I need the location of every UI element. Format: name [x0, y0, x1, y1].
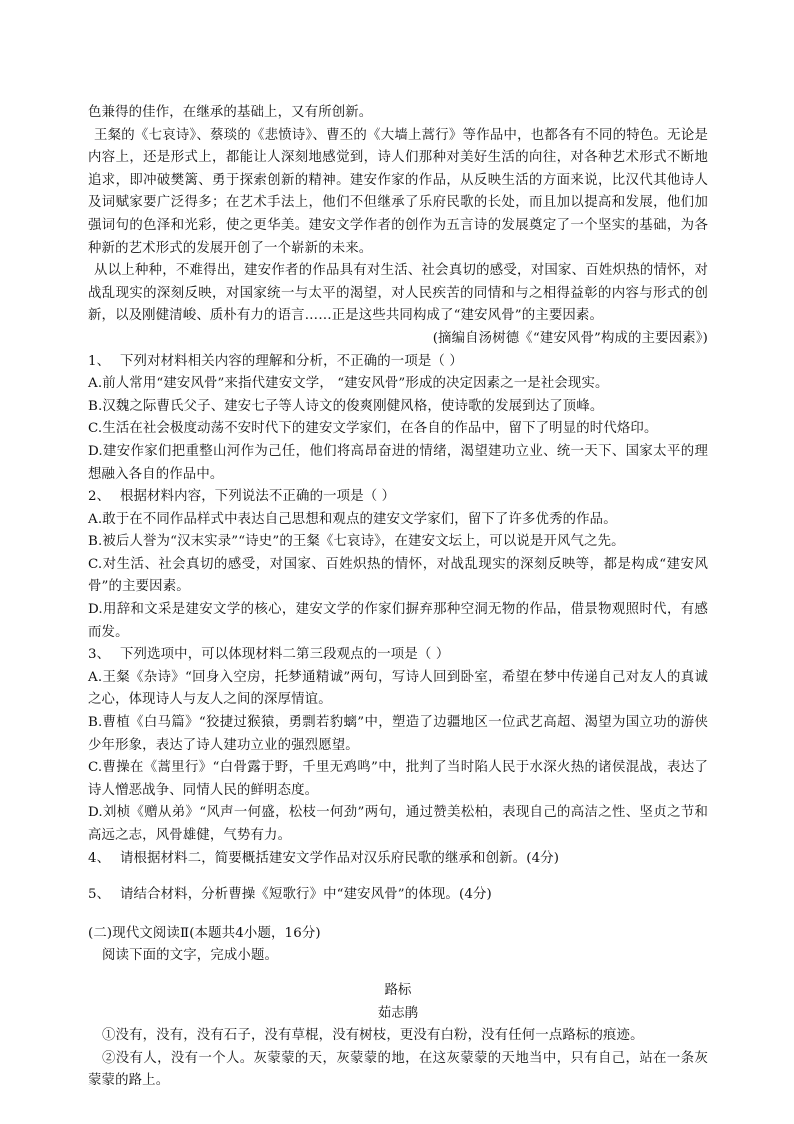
option-d: D.用辞和文采是建安文学的核心，建安文学的作家们摒弃那种空洞无物的作品，借景物观照时代，有感而发。	[88, 602, 708, 640]
option-b: B.汉魏之际曹氏父子、建安七子等人诗文的俊爽刚健风格，使诗歌的发展到达了顶峰。	[88, 398, 604, 414]
option-c: C.生活在社会极度动荡不安时代下的建安文学家们，在各自的作品中，留下了明显的时代烙印。	[88, 421, 658, 437]
article-paragraph-2: ②没有人，没有一个人。灰蒙蒙的天，灰蒙蒙的地，在这灰蒙蒙的天地当中，只有自己，站在一条灰蒙蒙的路上。	[88, 1050, 708, 1089]
article-paragraph-1: ①没有，没有，没有石子，没有草棍，没有树枝，更没有白粉，没有任何一点路标的痕迹。	[102, 1028, 644, 1044]
article-title: 路标	[384, 982, 412, 998]
question-stem	[88, 486, 708, 509]
question-number: 1、	[88, 353, 111, 369]
question-5	[88, 884, 708, 907]
option-c: C.对生活、社会真切的感受，对国家、百姓炽热的情怀，对战乱现实的深刻反映等，都是构成“建安风骨”的主要因素。	[88, 556, 708, 595]
question-number: 2、	[88, 489, 111, 505]
spacer	[88, 968, 708, 980]
option-a: A.王粲《杂诗》“回身入空房，托梦通精诚”两句，写诗人回到卧室，希望在梦中传递自己对友人的真诚之心，体现诗人与友人之间的深厚情谊。	[88, 669, 708, 708]
option-b: B.被后人誉为“汉末实录”“诗史”的王粲《七哀诗》，在建安文坛上，可以说是开风气之先。	[88, 534, 625, 550]
question-text: 下列选项中，可以体现材料二第三段观点的一项是（ ）	[120, 647, 450, 663]
question-3	[88, 644, 708, 847]
question-2	[88, 486, 708, 644]
option-b: B.曹植《白马篇》“狡捷过猴猿，勇剽若豹螭”中，塑造了边疆地区一位武艺高超、渴望为国立功的游侠少年形象，表达了诗人建功立业的强烈愿望。	[88, 715, 708, 753]
article-author: 茹志鹃	[377, 1005, 419, 1021]
question-stem	[88, 351, 708, 374]
section-heading: (二)现代文阅读Ⅱ(本题共4小题，16分)	[88, 925, 321, 941]
question-4	[88, 848, 708, 871]
option-d: D.建安作家们把重整山河作为己任，他们将高昂奋进的情绪，渴望建功立业、统一天下、国家太平的理想融入各自的作品中。	[88, 443, 708, 482]
material-paragraph-1: 王粲的《七哀诗》、蔡琰的《悲愤诗》、曹丕的《大墙上蒿行》等作品中，也都各有不同的特色。无论是内容上，还是形式上，都能让人深刻地感觉到，诗人们那种对美好生活的向往，对各种艺术形式不断地追求，即冲破樊篱、勇于探索创新的精神。建安作家的作品，从反映生活的方面来说，比汉代其他诗人及词赋家要广泛得多；在艺术手法上，他们不但继承了乐府民歌的长处，而且加以提高和发展，他们加强词句的色泽和光彩，使之更华美。建安文学作者的创作为五言诗的发展奠定了一个坚实的基础，为各种新的艺术形式的发展开创了一个崭新的未来。	[88, 127, 708, 256]
question-stem	[88, 644, 708, 667]
question-stem	[88, 884, 708, 907]
material-paragraph-2: 从以上种种，不难得出，建安作者的作品具有对生活、社会真切的感受，对国家、百姓炽热的情怀，对战乱现实的深刻反映，对国家统一与太平的渴望，对人民疾苦的同情和与之相得益彰的内容与形式的创新，以及刚健清峻、质朴有力的语言……正是这些共同构成了“建安风骨”的主要因素。	[88, 263, 708, 324]
question-number: 4、	[88, 850, 111, 866]
option-a: A.敢于在不同作品样式中表达自己思想和观点的建安文学家们，留下了许多优秀的作品。	[88, 511, 617, 527]
option-d: D.刘桢《赠从弟》“风声一何盛，松枝一何劲”两句，通过赞美松柏，表现自己的高洁之性、坚贞之节和高远之志，风骨雄健，气势有力。	[88, 805, 708, 843]
question-text: 请根据材料二，简要概括建安文学作品对汉乐府民歌的继承和创新。(4分)	[120, 850, 560, 866]
question-text: 下列对材料相关内容的理解和分析，不正确的一项是（ ）	[120, 353, 463, 369]
question-number: 3、	[88, 647, 111, 663]
answer-space	[88, 907, 708, 923]
question-1	[88, 351, 708, 487]
question-number: 5、	[88, 887, 111, 903]
question-text: 根据材料内容，下列说法不正确的一项是（ ）	[120, 489, 396, 505]
document-page	[88, 102, 708, 1093]
question-stem	[88, 848, 708, 871]
section-reading-2	[88, 923, 708, 1093]
question-text: 请结合材料，分析曹操《短歌行》中“建安风骨”的体现。(4分)	[120, 887, 492, 903]
answer-space	[88, 870, 708, 884]
option-a: A.前人常用“建安风骨”来指代建安文学， “建安风骨”形成的决定因素之一是社会现实。	[88, 376, 609, 392]
option-c: C.曹操在《蒿里行》“白骨露于野，千里无鸡鸣”中，批判了当时陷人民于水深火热的诸侯混战，表达了诗人憎恶战争、同情人民的鲜明态度。	[88, 760, 708, 798]
section-instruction: 阅读下面的文字，完成小题。	[102, 948, 279, 964]
material-source: (摘编自汤树德《“建安风骨”构成的主要因素》)	[432, 330, 708, 346]
material-paragraph-0: 色兼得的佳作，在继承的基础上，又有所创新。	[88, 105, 373, 120]
